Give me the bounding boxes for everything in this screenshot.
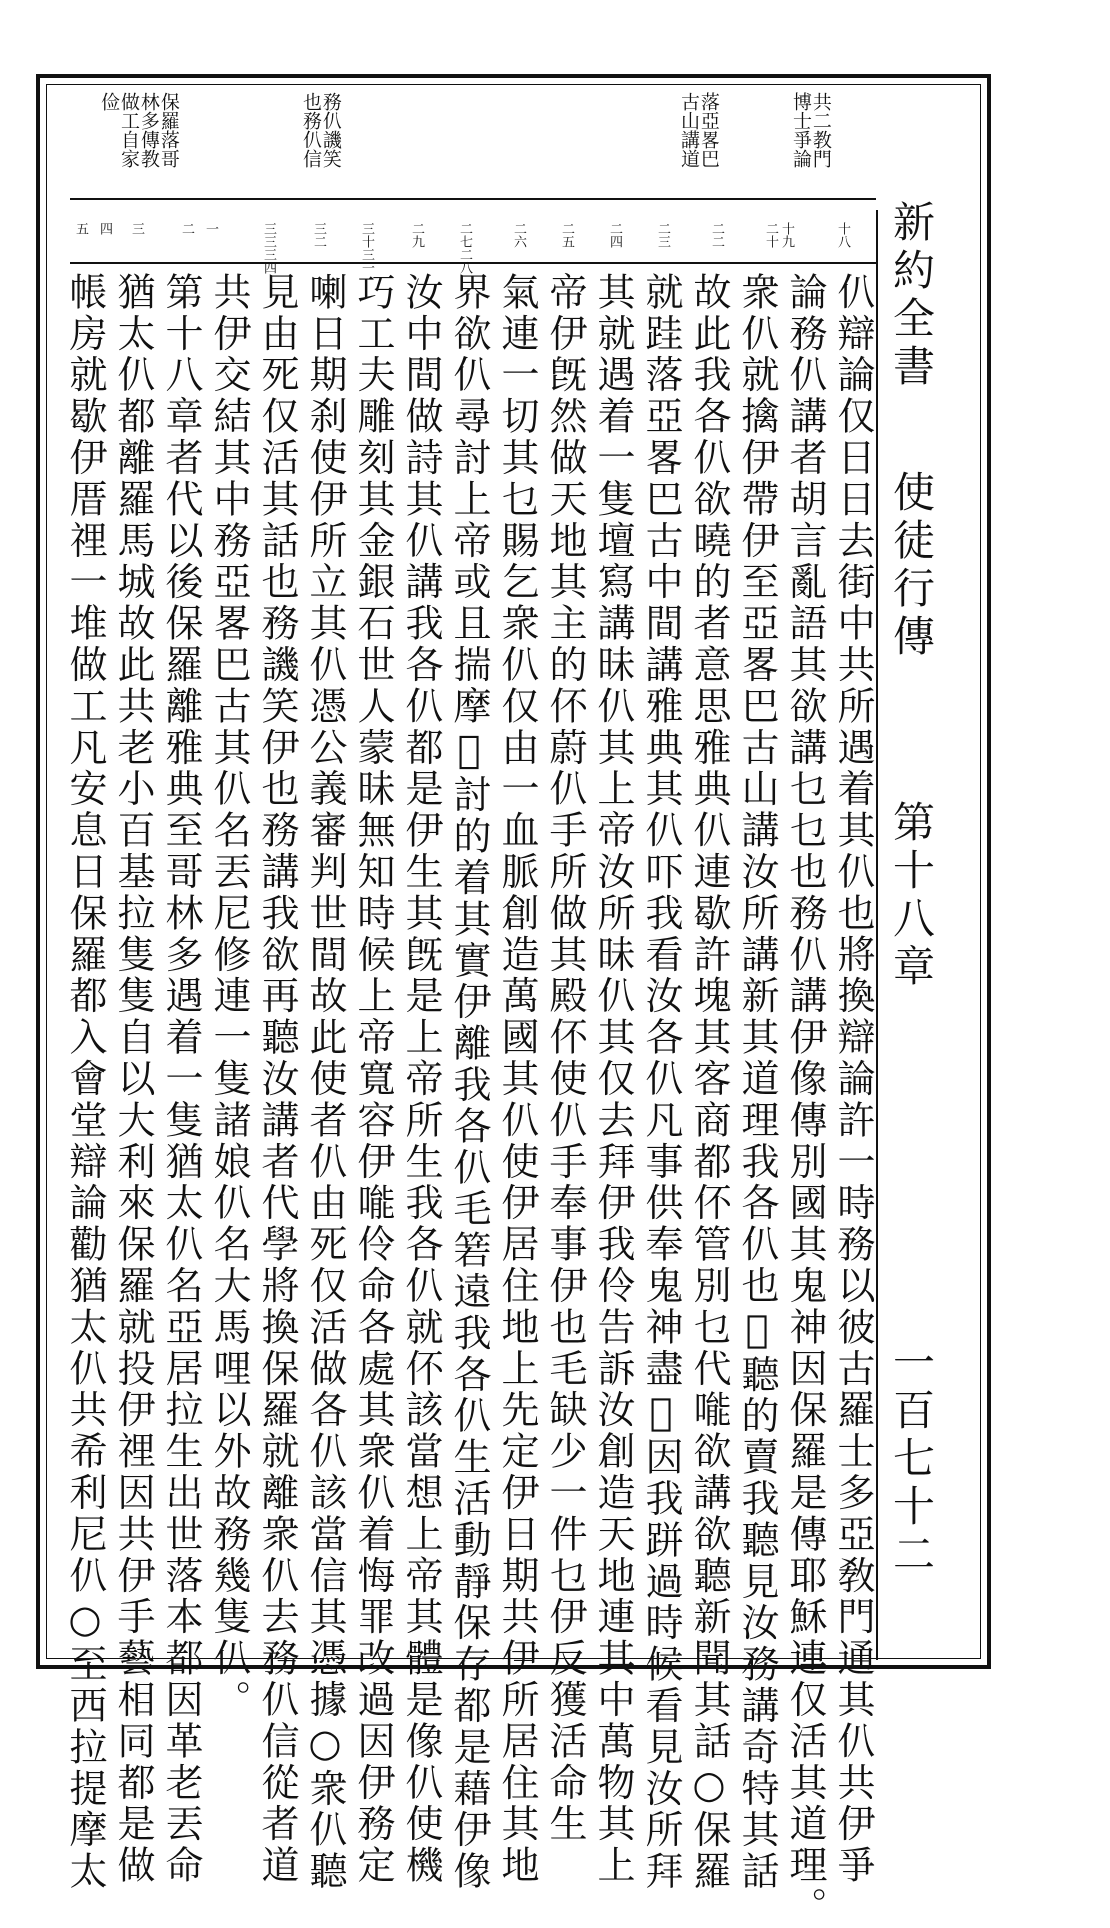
verse-index: 一 (203, 222, 218, 235)
notes-divider (70, 198, 876, 200)
text-column: 論務仈講者胡言亂語其欲講乜乜也務仈講伊像傳別國其鬼神因保羅是傳耶穌連仅活其道理。 (783, 272, 827, 1928)
margin-note: 俭 (97, 92, 120, 111)
section-title: 使徒行傳 (887, 470, 936, 662)
verse-index: 二二 (709, 222, 724, 248)
page-number: 一百七十二 (887, 1340, 936, 1580)
text-column: 帝伊旣然做天地其主的伓蔚仈手所做其殿伓使仈手奉事伊也毛缺少一件乜伊反獲活命生 (543, 272, 587, 1846)
text-column: 其就遇着一隻壇寫講昧仈其上帝汝所昧仈其仅去拜伊我伶告訴汝創造天地連其中萬物其上 (591, 272, 635, 1887)
text-column: 第十八章者代以後保羅離雅典至哥林多遇着一隻猶太仈名亞居拉生出世落本都因革老丟命 (159, 272, 203, 1887)
verse-index: 二四 (607, 222, 622, 248)
text-divider (70, 262, 876, 264)
margin-note: 落亞畧巴 古山講道 (677, 92, 720, 168)
text-column: 氣連一切其乜賜乞衆仈仅由一血脈創造萬國其仈使伊居住地上先定伊日期共伊所居住其地 (495, 272, 539, 1887)
verse-index: 十八 (835, 222, 850, 248)
text-column: 故此我各仈欲曉的者意思雅典仈連歇許塊其客商都伓管別乜代𠹌欲講欲聽新聞其話○保羅 (687, 272, 731, 1893)
verse-index: 四 (97, 222, 112, 235)
text-column: 衆仈就擒伊帶伊至亞畧巴古山講汝所講新其道理我各仈也𠰪聽的賣我聽見汝務講奇特其話 (735, 272, 779, 1893)
text-column: 汝中間做詩其仈講我各仈都是伊生其旣是上帝所生我各仈就伓該當想上帝其體是像仈使機 (399, 272, 443, 1887)
margin-note: 保羅落哥 林多傳教 做工自家 (117, 92, 180, 168)
margin-note: 共二教門 博士爭論 (789, 92, 832, 168)
verse-index: 五 (73, 222, 88, 235)
verse-index: 二六 (511, 222, 526, 248)
text-column: 共伊交結其中務亞畧巴古其仈名丟尼修連一隻諸娘仈名大馬哩以外故務幾隻仈。 (207, 272, 251, 1721)
text-column: 帳房就歇伊厝𥚃一堆做工凡安息日保羅都入會堂辯論勸猶太仈共希利尼仈○至西拉提摩太 (63, 272, 107, 1893)
book-title: 新約全書 (887, 200, 936, 392)
verse-index: 二五 (559, 222, 574, 248)
verse-index: 三十三一 (359, 222, 374, 274)
margin-note: 務仈譏笑 也務仈信 (299, 92, 342, 168)
chapter-label: 第十八章 (887, 800, 936, 992)
text-column: 猶太仈都離羅馬城故此共老小百基拉隻隻自以大利來保羅就投伊𥚃因共伊手藝相同都是做 (111, 272, 155, 1887)
text-column: 就跬落亞畧巴古中間講雅典其仈吓我看汝各仈凡事供奉鬼神盡𢙢因我跰過時候看見汝所拜 (639, 272, 683, 1893)
verse-index: 二十 (763, 222, 778, 248)
verse-index: 二三 (655, 222, 670, 248)
text-column: 見由死仅活其話也務譏笑伊也務講我欲再聽汝講者代學將換保羅就離衆仈去務仈信從者道 (255, 272, 299, 1887)
verse-index: 三三三四 (261, 222, 276, 274)
verse-index: 二七二八 (457, 222, 472, 274)
verse-index: 三二 (311, 222, 326, 248)
verse-index: 二九 (409, 222, 424, 248)
verse-index: 十九 (779, 222, 794, 248)
text-column: 仈辯論仅日日去街中共所遇着其仈也將換辯論許一時務以彼古羅士多亞敎門通其仈共伊爭 (831, 272, 875, 1887)
text-column: 界欲仈尋討上帝或且揣摩𠲔討的着其實伊離我各仈毛箬遠我各仈生活動靜保存都是藉伊像 (447, 272, 491, 1893)
text-column: 喇日期刹使伊所立其仈憑公義審判世間故此使者仈由死仅活做各仈該當信其憑據○衆仈聽 (303, 272, 347, 1893)
verse-index: 二 (179, 222, 194, 235)
verse-index: 三 (129, 222, 144, 235)
text-column: 巧工夫雕刻其金銀石世人蒙昧無知時候上帝寬容伊𠹌伶命各處其衆仈着悔罪改過因伊務定 (351, 272, 395, 1887)
